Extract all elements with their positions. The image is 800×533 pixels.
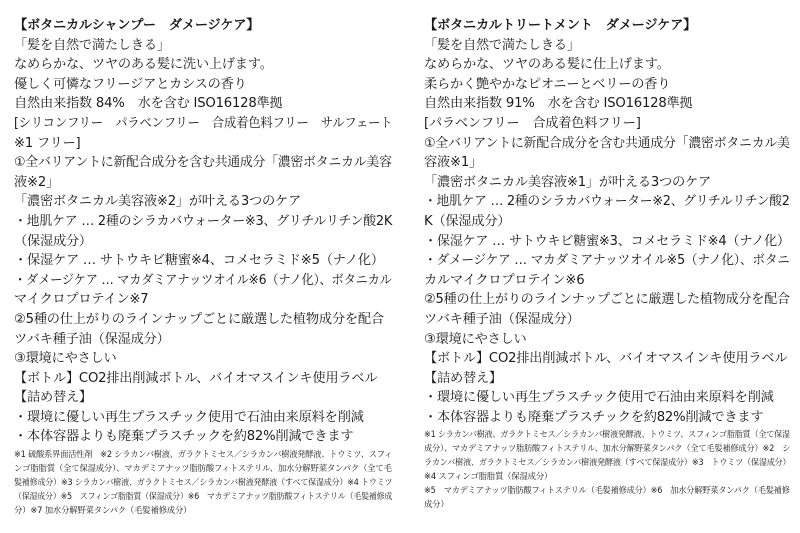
treatment-title: 【ボタニカルトリートメント ダメージケア】 [424, 18, 697, 33]
shampoo-footnote-line: 分）※7 加水分解野菜タンパク（毛髪補修成分） [14, 505, 192, 516]
treatment-point-2: ②5種の仕上がりのラインナップごとに厳選した植物成分を配合 [424, 292, 790, 308]
treatment-fragrance-text: 柔らかく艶やかなピオニーとベリーの香り [424, 76, 671, 92]
treatment-point-3: ③環境にやさしい [424, 331, 527, 347]
treatment-footnote-line: ラカンバ樹液、ガラクトミセス／シラカンバ樹液発酵液（すべて保湿成分）※3 トウミツ（保湿成分） [424, 457, 791, 468]
shampoo-catchphrase: 「髪を自然で満たしきる」 [14, 37, 170, 53]
treatment-footnote-line: 成分）、マカデミアナッツ脂肪酸フィトステリル、加水分解野菜タンパク（全て毛髪補修成分）※2 シ [424, 443, 791, 454]
shampoo-footnote-line: 髪補修成分）※3 シラカンバ樹液、ガラクトミセス／シラカンバ樹液発酵液（すべて保湿成分）※4 トウミツ [14, 477, 393, 488]
shampoo-care-heading: 「濃密ボタニカル美容液※2」が叶える3つのケア [14, 194, 301, 210]
shampoo-damage-care: ・ダメージケア … マカダミアナッツオイル※6（ナノ化）、ボタニカル [14, 272, 392, 288]
treatment-damage-care: ・ダメージケア … マカダミアナッツオイル※5（ナノ化）、ボタニ [424, 253, 790, 269]
shampoo-bottle-text: 【ボトル】CO2排出削減ボトル、バイオマスインキ使用ラベル [14, 370, 378, 386]
shampoo-fragrance-text: 優しく可憐なフリージアとカシスの香り [14, 76, 247, 92]
shampoo-title: 【ボタニカルシャンプー ダメージケア】 [14, 18, 260, 33]
shampoo-finish-text: なめらかな、ツヤのある髪に洗い上げます。 [14, 57, 273, 73]
treatment-scalp-care: ・地肌ケア … 2種のシラカバウォーター※2、グリチルリチン酸2 [424, 194, 790, 210]
shampoo-refill-point-2: ・本体容器よりも廃棄プラスチックを約82%削減できます [14, 429, 354, 445]
shampoo-free-list-cont: ※1 フリー] [14, 135, 81, 151]
treatment-footnote-line: ※1 シラカンバ樹液、ガラクトミセス／シラカンバ樹液発酵液、トウミツ、スフィンゴ脂脂質（全て保湿 [424, 429, 790, 440]
treatment-bottle-text: 【ボトル】CO2排出削減ボトル、バイオマスインキ使用ラベル [424, 351, 788, 367]
treatment-catchphrase: 「髪を自然で満たしきる」 [424, 37, 580, 53]
shampoo-scalp-care: ・地肌ケア … 2種のシラカバウォーター※3、グリチルリチン酸2K [14, 213, 393, 229]
shampoo-damage-care-cont: マイクロプロテイン※7 [14, 292, 149, 308]
shampoo-description [14, 16, 392, 517]
shampoo-natural-index: 自然由来指数 84% 水を含む ISO16128準拠 [14, 96, 283, 112]
shampoo-footnote-line: ンゴ脂脂質（全て保湿成分）、マカデミアナッツ脂肪酸フィトステリル、加水分解野菜タンパク（全て毛 [14, 463, 392, 474]
treatment-point-1-cont: 容液※1」 [424, 155, 483, 171]
shampoo-refill-heading: 【詰め替え】 [14, 390, 92, 406]
treatment-refill-point-1: ・環境に優しい再生プラスチック使用で石油由来原料を削減 [424, 390, 774, 406]
treatment-footnote-line: 成分） [424, 499, 449, 510]
shampoo-refill-point-1: ・環境に優しい再生プラスチック使用で石油由来原料を削減 [14, 409, 364, 425]
treatment-care-heading: 「濃密ボタニカル美容液※1」が叶える3つのケア [424, 174, 711, 190]
treatment-free-list: [パラベンフリー 合成着色料フリー] [424, 115, 641, 131]
shampoo-scalp-care-cont: （保湿成分） [14, 233, 92, 249]
shampoo-point-3: ③環境にやさしい [14, 351, 117, 367]
treatment-description [424, 16, 790, 511]
treatment-damage-care-cont: カルマイクロプロテイン※6 [424, 272, 585, 288]
treatment-scalp-care-cont: K（保湿成分） [424, 213, 511, 229]
treatment-natural-index: 自然由来指数 91% 水を含む ISO16128準拠 [424, 96, 693, 112]
treatment-finish-text: なめらかな、ツヤのある髪に仕上げます。 [424, 57, 670, 73]
shampoo-footnote-line: （保湿成分）※5 スフィンゴ脂脂質（保湿成分）※6 マカデミアナッツ脂肪酸フィトステリル（毛髪補修成 [14, 491, 393, 502]
treatment-refill-heading: 【詰め替え】 [424, 370, 502, 386]
shampoo-camellia-oil: ツバキ種子油（保湿成分） [14, 331, 170, 347]
shampoo-footnote-line: ※1 硫酸系界面活性剤 ※2 シラカンバ樹液、ガラクトミセス／シラカンバ樹液発酵液、トウミツ、スフィ [14, 449, 393, 460]
shampoo-point-2: ②5種の仕上がりのラインナップごとに厳選した植物成分を配合 [14, 311, 384, 327]
treatment-moisture-care: ・保湿ケア … サトウキビ糖蜜※3、コメセラミド※4（ナノ化） [424, 233, 790, 249]
shampoo-moisture-care: ・保湿ケア … サトウキビ糖蜜※4、コメセラミド※5（ナノ化） [14, 253, 384, 269]
shampoo-free-list: [シリコンフリー パラベンフリー 合成着色料フリー サルフェート [14, 115, 393, 131]
treatment-footnote-line: ※4 スフィンゴ脂脂質（保湿成分） [424, 471, 553, 482]
treatment-point-1: ①全バリアントに新配合成分を含む共通成分「濃密ボタニカル美 [424, 135, 790, 151]
treatment-camellia-oil: ツバキ種子油（保湿成分） [424, 311, 580, 327]
shampoo-point-1-cont: 液※2」 [14, 174, 60, 190]
shampoo-point-1: ①全バリアントに新配合成分を含む共通成分「濃密ボタニカル美容 [14, 155, 392, 171]
treatment-refill-point-2: ・本体容器よりも廃棄プラスチックを約82%削減できます [424, 409, 764, 425]
treatment-footnote-line: ※5 マカデミアナッツ脂肪酸フィトステリル（毛髪補修成分）※6 加水分解野菜タンパク（毛髪補修 [424, 485, 790, 496]
